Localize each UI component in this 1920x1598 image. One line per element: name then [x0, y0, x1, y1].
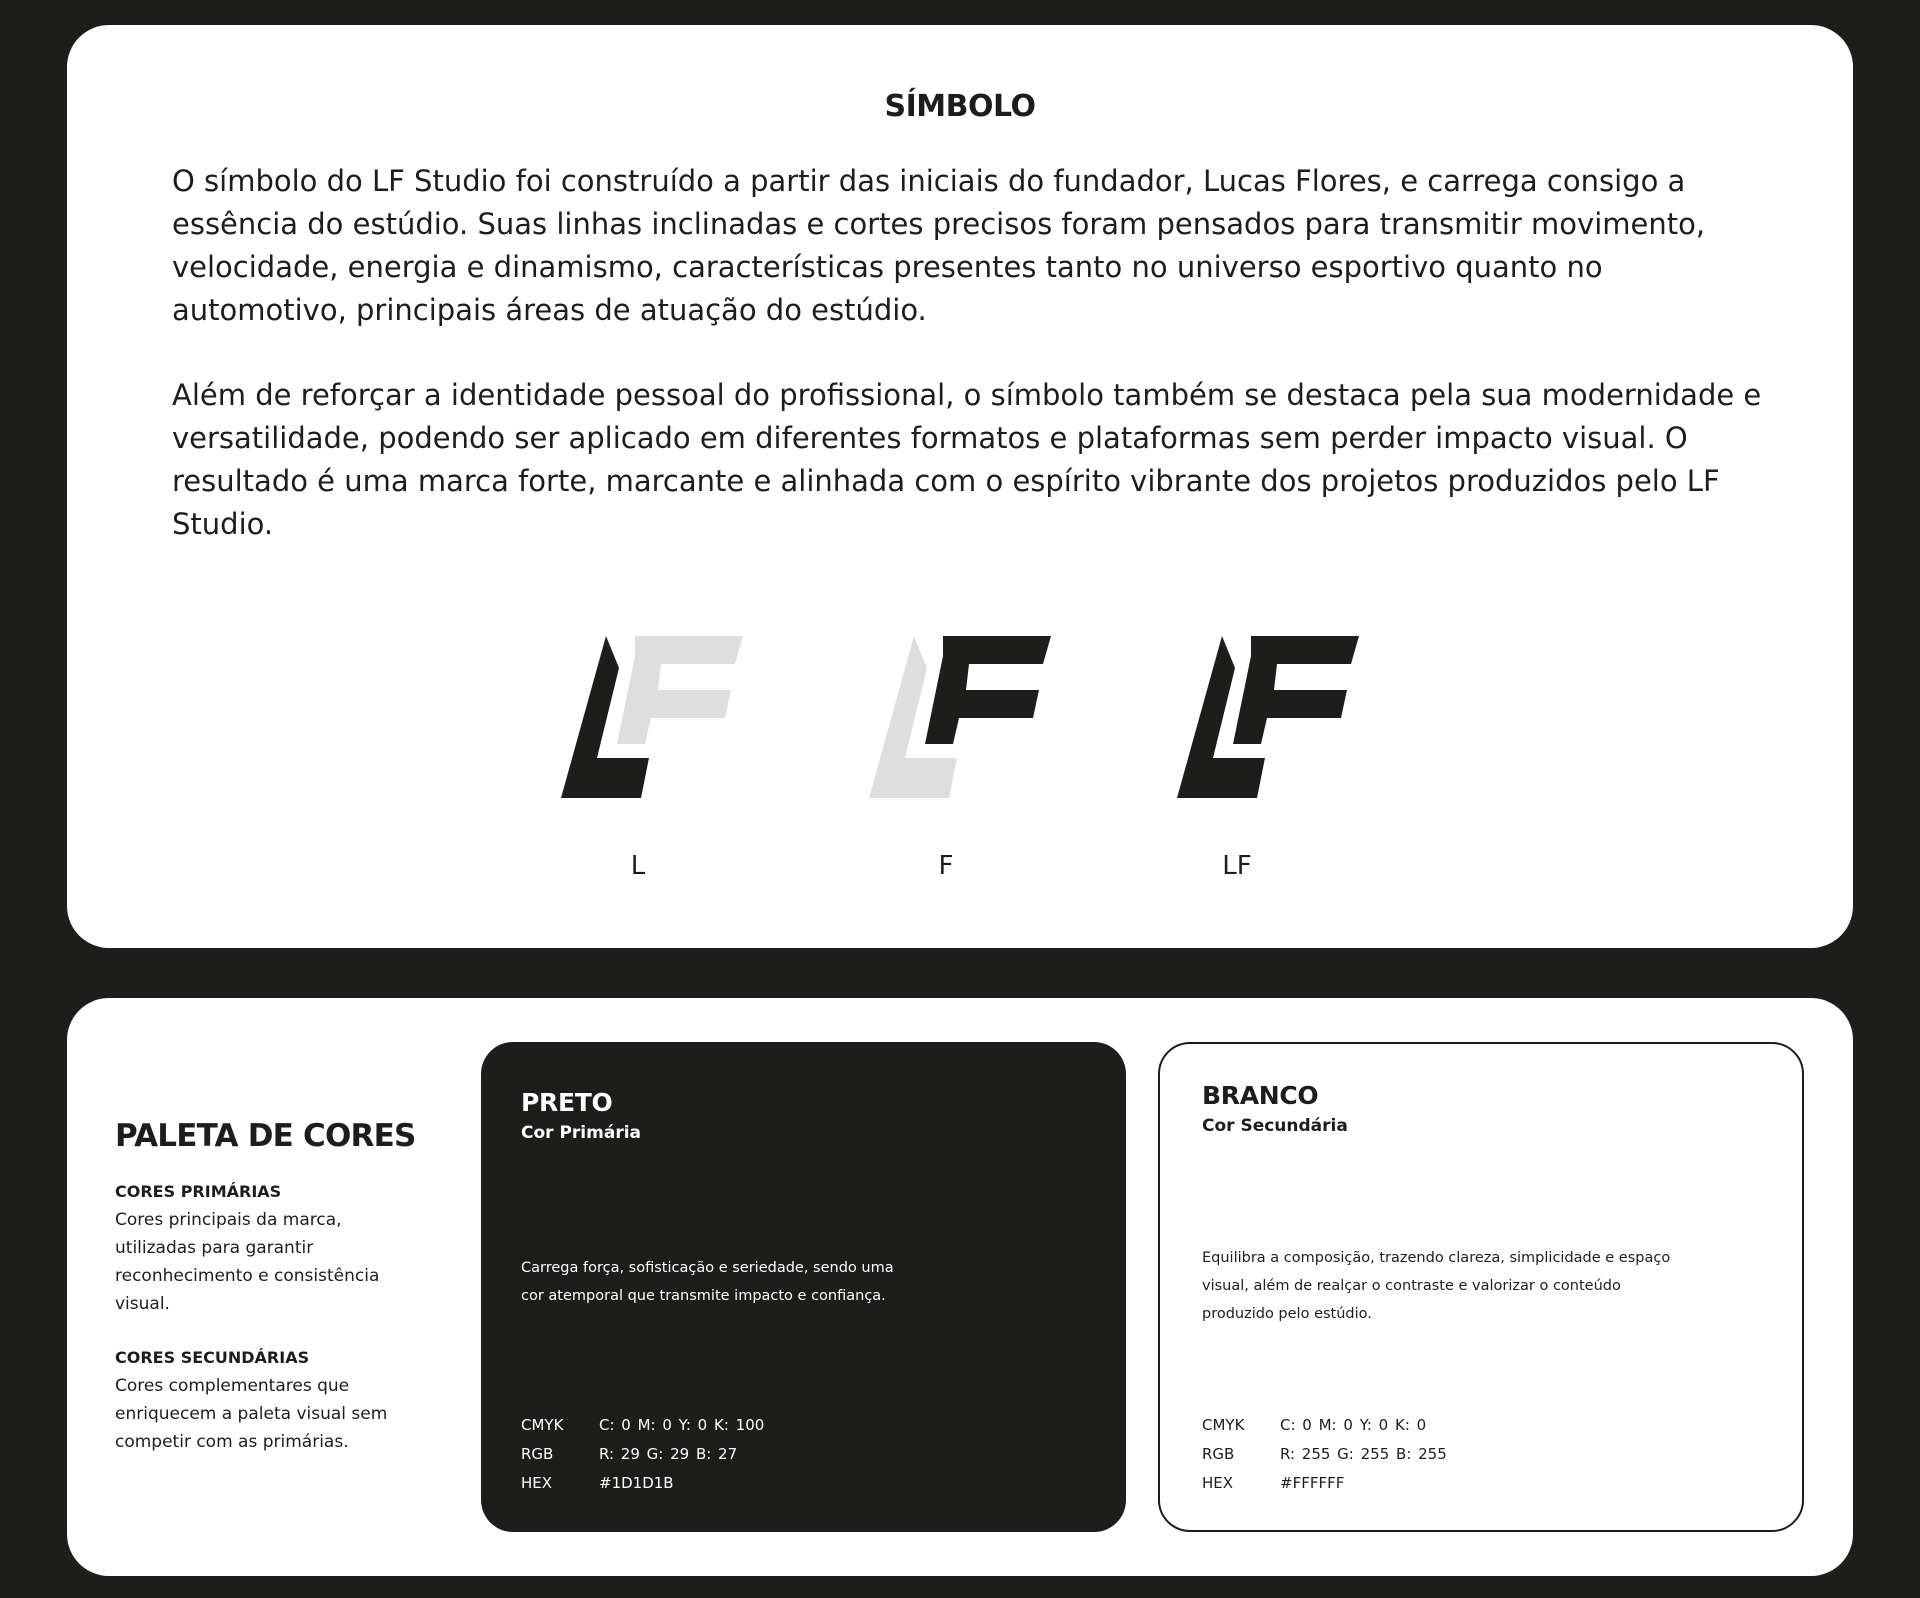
color-name: BRANCO [1202, 1081, 1319, 1110]
spec-value: C: 0 M: 0 Y: 0 K: 0 [1280, 1416, 1427, 1434]
spec-value: R: 29 G: 29 B: 27 [599, 1445, 738, 1463]
logo-label-lf: LF [1222, 851, 1252, 881]
spec-key: CMYK [1202, 1416, 1245, 1434]
spec-key: CMYK [521, 1416, 564, 1434]
spec-key: RGB [1202, 1445, 1235, 1463]
secondary-colors-text: Cores complementares que enriquecem a paleta visual sem competir com as primárias. [115, 1376, 388, 1452]
logo-variant-lf [1177, 636, 1359, 798]
symbol-paragraph-2: Além de reforçar a identidade pessoal do profissional, o símbolo também se destaca pela sua modernidade e versatilidade, podendo ser aplicado em diferentes formatos e plataformas sem perder impacto visual. O resultado é uma marca forte, marcante e alinhada com o espírito vibrante dos projetos produzidos pelo LF Studio. [172, 378, 1762, 541]
color-name: PRETO [521, 1088, 613, 1117]
logo-f-part [1233, 636, 1359, 744]
spec-value: R: 255 G: 255 B: 255 [1280, 1445, 1447, 1463]
color-swatch-preto [481, 1042, 1126, 1532]
symbol-section [67, 25, 1853, 948]
color-swatch-branco [1158, 1042, 1804, 1532]
spec-key: RGB [521, 1445, 554, 1463]
logo-label-f: F [938, 851, 954, 881]
palette-section [67, 998, 1853, 1576]
symbol-paragraph-1: O símbolo do LF Studio foi construído a partir das iniciais do fundador, Lucas Flores, e carrega consigo a essência do estúdio. Suas linhas inclinadas e cortes precisos foram pensados para transmitir movimento, velocidade, energia e dinamismo, características presentes tanto no universo esportivo quanto no automotivo, principais áreas de atuação do estúdio. [172, 164, 1706, 327]
logo-f-part [617, 636, 743, 744]
color-role: Cor Primária [521, 1123, 641, 1143]
spec-value: C: 0 M: 0 Y: 0 K: 100 [599, 1416, 765, 1434]
spec-value: #FFFFFF [1280, 1474, 1345, 1492]
primary-colors-heading: CORES PRIMÁRIAS [115, 1182, 282, 1201]
spec-key: HEX [1202, 1474, 1234, 1492]
spec-key: HEX [521, 1474, 553, 1492]
spec-value: #1D1D1B [599, 1474, 674, 1492]
logo-f-part [925, 636, 1051, 744]
color-role: Cor Secundária [1202, 1116, 1348, 1136]
logo-variant-l-highlight [561, 636, 743, 798]
symbol-title: SÍMBOLO [884, 89, 1036, 124]
secondary-colors-heading: CORES SECUNDÁRIAS [115, 1348, 310, 1367]
palette-title: PALETA DE CORES [115, 1118, 416, 1154]
logo-label-l: L [630, 851, 646, 881]
color-description: Carrega força, sofisticação e seriedade, sendo uma cor atemporal que transmite impacto e confiança. [521, 1260, 894, 1304]
color-description: Equilibra a composição, trazendo clareza, simplicidade e espaço visual, além de realçar o contraste e valorizar o conteúdo produzido pelo estúdio. [1202, 1250, 1671, 1322]
logo-variant-f-highlight [869, 636, 1051, 798]
primary-colors-text: Cores principais da marca, utilizadas para garantir reconhecimento e consistência visual. [115, 1210, 380, 1314]
